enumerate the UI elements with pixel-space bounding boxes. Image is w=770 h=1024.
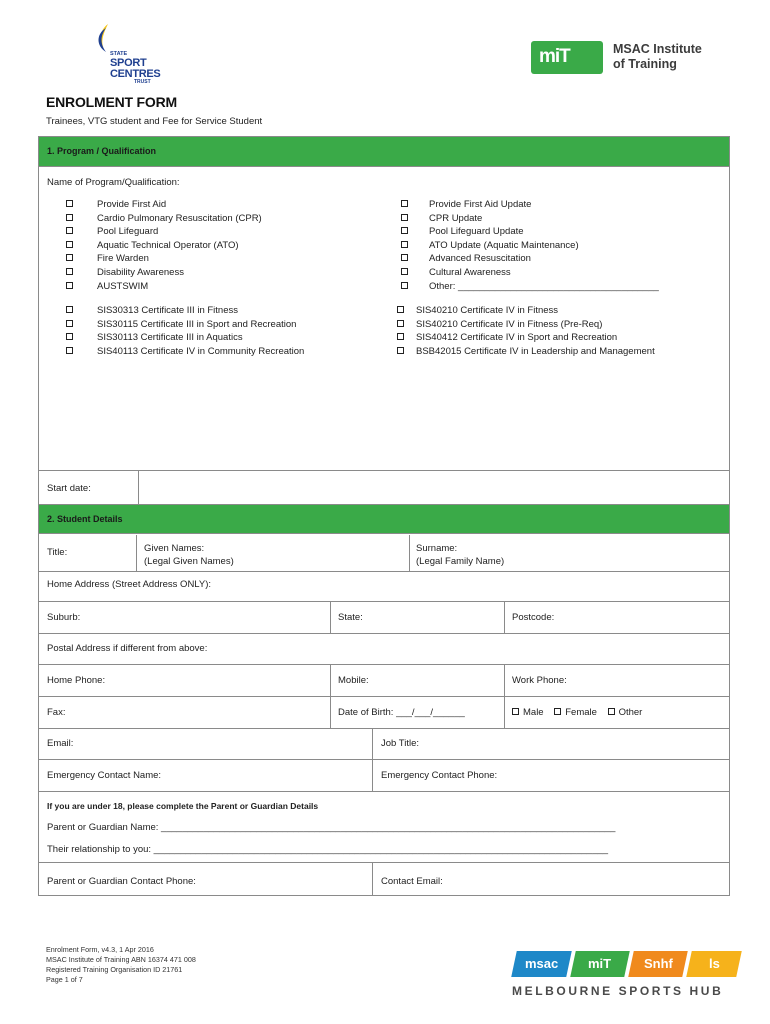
emergency-contact-name-label[interactable]: Emergency Contact Name: <box>47 770 162 781</box>
checkbox[interactable] <box>66 333 73 340</box>
program-name-label: Name of Program/Qualification: <box>47 177 180 188</box>
home-phone-label[interactable]: Home Phone: <box>47 675 106 686</box>
divider <box>39 759 729 760</box>
right-certificates <box>397 304 655 358</box>
course-option[interactable]: Other: ______________________________________ <box>401 280 659 294</box>
state-label[interactable]: State: <box>338 612 363 623</box>
ssct-logo-line: TRUST <box>134 78 151 85</box>
msac-logo: msac <box>511 951 572 977</box>
checkbox[interactable] <box>66 200 73 207</box>
form-subtitle: Trainees, VTG student and Fee for Service Student <box>46 116 263 127</box>
guardian-contact-phone-label[interactable]: Parent or Guardian Contact Phone: <box>47 876 196 887</box>
footer-text <box>46 945 196 985</box>
checkbox[interactable] <box>66 254 73 261</box>
course-option[interactable]: Pool Lifeguard Update <box>401 225 659 239</box>
mit-name <box>613 42 702 72</box>
section-2-header <box>39 504 729 534</box>
mobile-label[interactable]: Mobile: <box>338 675 369 686</box>
checkbox[interactable] <box>66 320 73 327</box>
relationship-field[interactable]: Their relationship to you: ______________________________________________________________________________________ <box>47 844 609 855</box>
checkbox[interactable] <box>66 214 73 221</box>
divider <box>372 862 373 896</box>
work-phone-label[interactable]: Work Phone: <box>512 675 567 686</box>
sex-option-other[interactable]: Other <box>608 707 643 718</box>
sex-option-female[interactable]: Female <box>554 707 597 718</box>
footer-line: Page 1 of 7 <box>46 975 83 984</box>
certificate-option[interactable]: SIS30115 Certificate III in Sport and Recreation <box>66 318 304 332</box>
checkbox[interactable] <box>608 708 615 715</box>
course-option[interactable]: Pool Lifeguard <box>66 225 262 239</box>
checkbox[interactable] <box>401 214 408 221</box>
checkbox[interactable] <box>66 268 73 275</box>
footer-line: Enrolment Form, v4.3, 1 Apr 2016 <box>46 945 154 954</box>
course-option[interactable]: Aquatic Technical Operator (ATO) <box>66 239 262 253</box>
footer-line: Registered Training Organisation ID 21761 <box>46 965 183 974</box>
checkbox[interactable] <box>66 227 73 234</box>
divider <box>39 791 729 792</box>
ssct-logo-line: STATE <box>110 51 128 57</box>
form-title: ENROLMENT FORM <box>46 94 177 110</box>
divider <box>39 696 729 697</box>
ssct-logo-line: CENTRES <box>110 67 161 80</box>
checkbox[interactable] <box>401 254 408 261</box>
sex-options <box>512 707 650 718</box>
divider <box>39 571 729 572</box>
course-option[interactable]: Cardio Pulmonary Resuscitation (CPR) <box>66 212 262 226</box>
divider <box>136 535 137 571</box>
ls-logo: ls <box>686 951 742 977</box>
checkbox[interactable] <box>401 241 408 248</box>
checkbox[interactable] <box>66 241 73 248</box>
checkbox[interactable] <box>66 347 73 354</box>
job-title-label[interactable]: Job Title: <box>381 738 420 749</box>
course-option[interactable]: Fire Warden <box>66 252 262 266</box>
certificate-option[interactable]: SIS40113 Certificate IV in Community Recreation <box>66 345 304 359</box>
emergency-contact-phone-label[interactable]: Emergency Contact Phone: <box>381 770 498 781</box>
footer-line: MSAC Institute of Training ABN 16374 471 008 <box>46 955 196 964</box>
mit-logo: miT <box>570 951 630 977</box>
checkbox[interactable] <box>401 282 408 289</box>
divider <box>39 862 729 863</box>
course-option[interactable]: ATO Update (Aquatic Maintenance) <box>401 239 659 253</box>
mit-badge-text: miT <box>539 46 570 67</box>
certificate-option[interactable]: SIS30313 Certificate III in Fitness <box>66 304 304 318</box>
mit-name-line: of Training <box>613 57 677 71</box>
hub-caption: MELBOURNE SPORTS HUB <box>512 984 724 998</box>
certificate-option[interactable]: SIS40210 Certificate IV in Fitness <box>397 304 655 318</box>
state-sport-centres-trust-logo <box>92 22 161 92</box>
postal-address-label[interactable]: Postal Address if different from above: <box>47 643 208 654</box>
certificate-option[interactable]: SIS40210 Certificate IV in Fitness (Pre-Req) <box>397 318 655 332</box>
course-option[interactable]: Provide First Aid Update <box>401 198 659 212</box>
snhf-logo: Snhf <box>628 951 688 977</box>
checkbox[interactable] <box>397 320 404 327</box>
postcode-label[interactable]: Postcode: <box>512 612 555 623</box>
divider <box>39 633 729 634</box>
checkbox[interactable] <box>401 268 408 275</box>
checkbox[interactable] <box>401 227 408 234</box>
right-short-courses <box>401 198 659 293</box>
mit-name-line: MSAC Institute <box>613 42 702 56</box>
title-label: Title: <box>47 547 68 558</box>
email-label[interactable]: Email: <box>47 738 74 749</box>
msac-institute-of-training-logo <box>531 41 731 74</box>
ssct-logo-line: SPORT <box>110 56 147 69</box>
checkbox[interactable] <box>397 306 404 313</box>
start-date-field[interactable] <box>139 471 729 504</box>
divider <box>409 535 410 571</box>
divider <box>504 601 505 633</box>
checkbox[interactable] <box>66 306 73 313</box>
checkbox[interactable] <box>401 200 408 207</box>
left-certificates <box>66 304 304 358</box>
section-1-heading: 1. Program / Qualification <box>47 146 157 156</box>
suburb-label[interactable]: Suburb: <box>47 612 81 623</box>
divider <box>330 601 331 633</box>
section-1-header <box>39 137 729 167</box>
enrolment-form <box>38 136 730 896</box>
checkbox[interactable] <box>66 282 73 289</box>
contact-email-label[interactable]: Contact Email: <box>381 876 443 887</box>
divider <box>39 728 729 729</box>
course-option[interactable]: Advanced Resuscitation <box>401 252 659 266</box>
certificate-option[interactable]: SIS30113 Certificate III in Aquatics <box>66 331 304 345</box>
home-address-label[interactable]: Home Address (Street Address ONLY): <box>47 579 212 590</box>
certificate-option[interactable]: SIS40412 Certificate IV in Sport and Recreation <box>397 331 655 345</box>
course-option[interactable]: AUSTSWIM <box>66 280 262 294</box>
course-option[interactable]: Cultural Awareness <box>401 266 659 280</box>
surname-label: Surname: <box>416 543 458 554</box>
fax-label[interactable]: Fax: <box>47 707 66 718</box>
melbourne-sports-hub-logos <box>510 951 742 1001</box>
left-short-courses <box>66 198 262 293</box>
start-date-label: Start date: <box>47 483 91 494</box>
checkbox[interactable] <box>397 347 404 354</box>
checkbox[interactable] <box>512 708 519 715</box>
certificate-option[interactable]: BSB42015 Certificate IV in Leadership and Management <box>397 345 655 359</box>
sex-option-male[interactable]: Male <box>512 707 544 718</box>
course-option[interactable]: Disability Awareness <box>66 266 262 280</box>
mit-badge <box>531 41 603 74</box>
guardian-name-field[interactable]: Parent or Guardian Name: ______________________________________________________________________________________ <box>47 822 616 833</box>
given-names-label: Given Names: <box>144 543 205 554</box>
given-names-hint: (Legal Given Names) <box>144 556 234 567</box>
under-18-note: If you are under 18, please complete the Parent or Guardian Details <box>47 801 319 811</box>
surname-hint: (Legal Family Name) <box>416 556 505 567</box>
course-option[interactable]: Provide First Aid <box>66 198 262 212</box>
checkbox[interactable] <box>554 708 561 715</box>
date-of-birth-label[interactable]: Date of Birth: ___/___/______ <box>338 707 465 718</box>
section-2-heading: 2. Student Details <box>47 514 123 524</box>
checkbox[interactable] <box>397 333 404 340</box>
divider <box>39 664 729 665</box>
course-option[interactable]: CPR Update <box>401 212 659 226</box>
divider <box>39 601 729 602</box>
